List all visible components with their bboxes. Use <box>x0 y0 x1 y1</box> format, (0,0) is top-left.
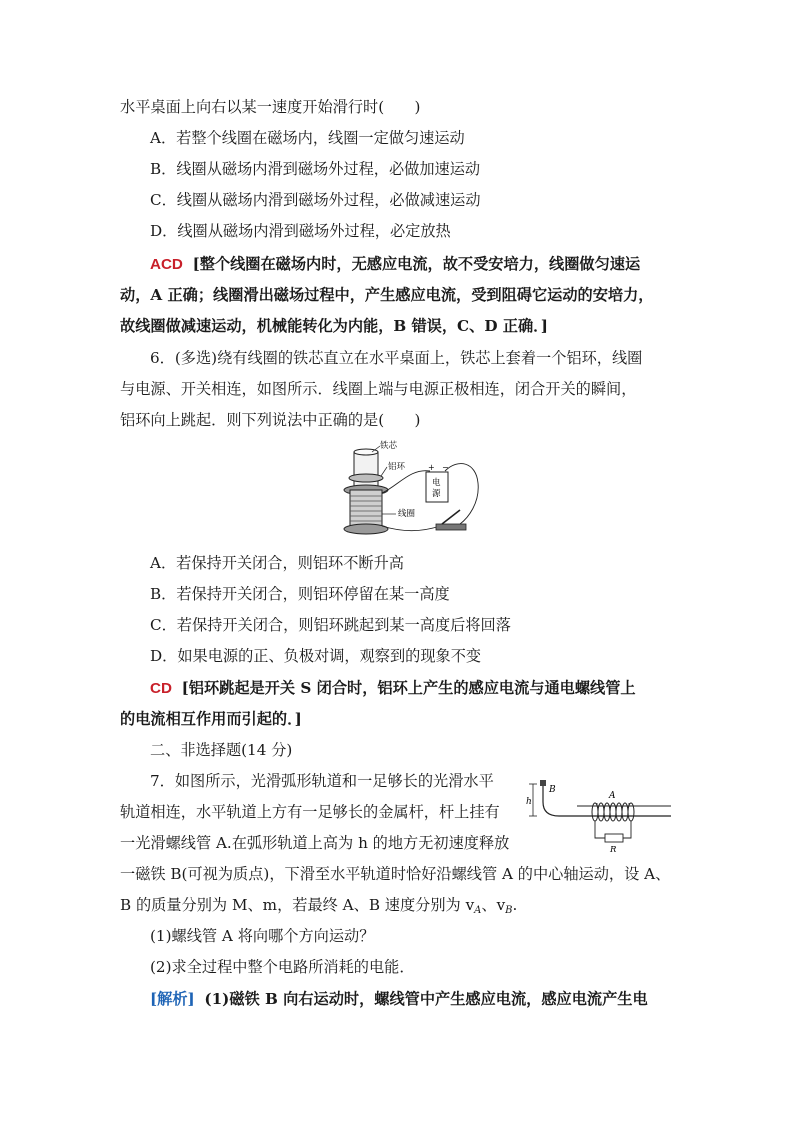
q6-option-a: A．若保持开关闭合，则铝环不断升高 <box>150 554 404 572</box>
q5-option-b: B．线圈从磁场内滑到磁场外过程，必做加速运动 <box>150 160 481 178</box>
label-h: h <box>526 797 532 807</box>
q6-explanation-1: [铝环跳起是开关 S 闭合时，铝环上产生的感应电流与通电螺线管上 <box>181 679 636 697</box>
wire-right <box>623 821 631 838</box>
aluminium-ring <box>349 474 383 482</box>
q7-stem-2: 轨道相连，水平轨道上方有一足够长的金属杆，杆上挂有 <box>120 803 500 821</box>
q5-answer-line <box>150 253 640 276</box>
label-A: A <box>609 791 616 801</box>
q5-option-d: D．线圈从磁场内滑到磁场外过程，必定放热 <box>150 222 451 240</box>
magnet-b <box>540 780 546 786</box>
q7-stem-1: 7．如图所示，光滑弧形轨道和一足够长的光滑水平 <box>150 772 494 790</box>
q7-stem-4: 一磁铁 B(可视为质点)，下滑至水平轨道时恰好沿螺线管 A 的中心轴运动，设 A、 <box>120 865 671 883</box>
q5-explanation-3: 故线圈做减速运动，机械能转化为内能，B 错误，C、D 正确．] <box>120 317 548 335</box>
resistor-r <box>605 834 623 842</box>
q6-stem-1: 6．(多选)绕有线圈的铁芯直立在水平桌面上，铁芯上套着一个铝环，线圈 <box>150 349 643 367</box>
section-heading: 二、非选择题(14 分) <box>150 741 293 759</box>
q7-figure-track-solenoid <box>525 776 675 854</box>
q6-explanation-2: 的电流相互作用而引起的．] <box>120 710 302 728</box>
switch-base <box>436 524 466 530</box>
q7-stem-3: 一光滑螺线管 A.在弧形轨道上高为 h 的地方无初速度释放 <box>120 834 510 852</box>
q6-figure-coil-circuit <box>328 438 488 538</box>
track <box>543 780 671 816</box>
wire-minus-to-switch <box>445 464 478 524</box>
label-minus: − <box>442 463 449 472</box>
q5-answer: ACD <box>150 256 183 273</box>
analysis-tag: [解析] <box>150 990 195 1008</box>
q6-option-c: C．若保持开关闭合，则铝环跳起到某一高度后将回落 <box>150 616 511 634</box>
vel-b-subscript: B <box>505 905 513 916</box>
q6-option-d: D．如果电源的正、负极对调，观察到的现象不变 <box>150 647 482 665</box>
q7-sub-question-2: (2)求全过程中整个电路所消耗的电能． <box>150 958 415 976</box>
q7-stem-end: . <box>512 896 518 914</box>
switch-lever <box>442 510 460 524</box>
q5-explanation-1: [整个线圈在磁场内时，无感应电流，故不受安培力，线圈做匀速运 <box>192 255 641 273</box>
label-source-2: 源 <box>432 489 441 499</box>
q6-stem-3: 铝环向上跳起．则下列说法中正确的是( ) <box>120 411 421 429</box>
q5-option-a: A．若整个线圈在磁场内，线圈一定做匀速运动 <box>150 129 465 147</box>
label-plus: + <box>428 463 435 472</box>
wire-coil-to-plus <box>382 471 430 493</box>
q7-analysis-line <box>150 988 648 1010</box>
q7-stem-5-text: B 的质量分别为 M、m，若最终 A、B 速度分别为 v <box>120 896 475 914</box>
q6-answer-line <box>150 677 636 700</box>
iron-core <box>354 452 378 488</box>
q7-sub-question-1: (1)螺线管 A 将向哪个方向运动？ <box>150 927 375 945</box>
label-B: B <box>549 785 556 795</box>
wire-coil-to-switch <box>382 526 440 531</box>
coil-bottom-flange <box>344 524 388 534</box>
q7-vel-sep: 、v <box>481 896 506 914</box>
label-R: R <box>610 845 617 854</box>
q7-stem-5 <box>120 894 517 922</box>
q6-option-b: B．若保持开关闭合，则铝环停留在某一高度 <box>150 585 450 603</box>
q5-explanation-2: 动，A 正确；线圈滑出磁场过程中，产生感应电流，受到阻碍它运动的安培力， <box>120 286 654 304</box>
label-source-1: 电 <box>432 478 441 488</box>
q5-option-c: C．线圈从磁场内滑到磁场外过程，必做减速运动 <box>150 191 481 209</box>
q6-stem-2: 与电源、开关相连，如图所示．线圈上端与电源正极相连，闭合开关的瞬间， <box>120 380 637 398</box>
wire-left <box>595 821 605 838</box>
q6-answer: CD <box>150 680 172 697</box>
vel-a-subscript: A <box>474 905 482 916</box>
label-core: 铁芯 <box>380 441 398 451</box>
label-ring: 铝环 <box>388 462 406 472</box>
q7-analysis-text: (1)磁铁 B 向右运动时，螺线管中产生感应电流，感应电流产生电 <box>204 990 648 1008</box>
q5-stem-end: 水平桌面上向右以某一速度开始滑行时( ) <box>120 98 421 116</box>
label-coil: 线圈 <box>398 509 416 519</box>
